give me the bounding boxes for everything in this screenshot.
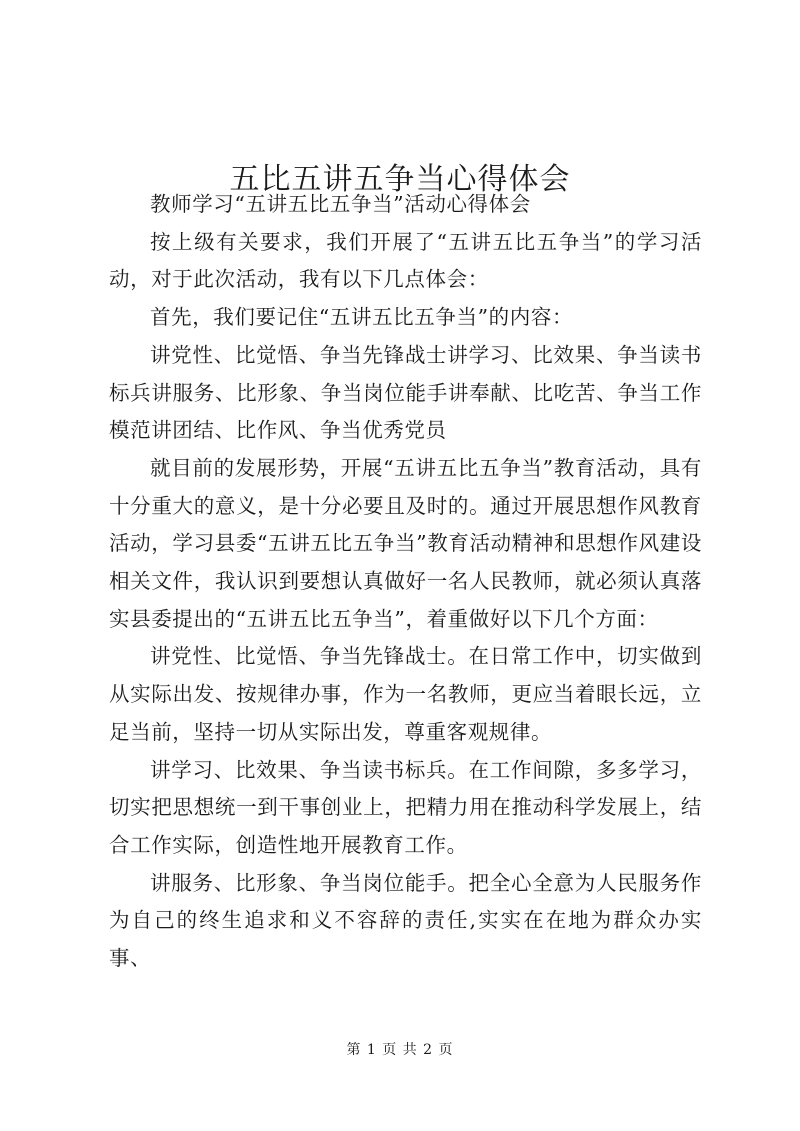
paragraph-first-point: 首先，我们要记住“五讲五比五争当”的内容： — [150, 305, 574, 330]
document-title: 五比五讲五争当心得体会 — [229, 162, 571, 198]
paragraph-service: 讲服务、比形象、争当岗位能手。把全心全意为人民服务作为自己的终生追求和义不容辞的责任,实实在在地为群众办实事、 — [109, 870, 702, 971]
paragraph-learning: 讲学习、比效果、争当读书标兵。在工作间隙，多多学习，切实把思想统一到干事创业上，把精力用在推动科学发展上，结合工作实际，创造性地开展教育工作。 — [109, 757, 702, 857]
paragraph-five-items: 讲党性、比觉悟、争当先锋战士讲学习、比效果、争当读书标兵讲服务、比形象、争当岗位能手讲奉献、比吃苦、争当工作模范讲团结、比作风、争当优秀党员 — [109, 342, 702, 443]
paragraph-party-spirit: 讲党性、比觉悟、争当先锋战士。在日常工作中，切实做到从实际出发、按规律办事，作为一名教师，更应当着眼长远，立足当前，坚持一切从实际出发，尊重客观规律。 — [109, 644, 702, 744]
paragraph-significance: 就目前的发展形势，开展“五讲五比五争当”教育活动，具有十分重大的意义，是十分必要且及时的。通过开展思想作风教育活动，学习县委“五讲五比五争当”教育活动精神和思想作风建设相关文件，我认识到要想认真做好一名人民教师，就必须认真落实县委提出的“五讲五比五争当”，着重做好以下几个方面： — [109, 455, 702, 631]
paragraph-subtitle: 教师学习“五讲五比五争当”活动心得体会 — [150, 192, 531, 216]
document-body — [109, 186, 702, 978]
page-number-footer: 第 1 页 共 2 页 — [346, 1042, 454, 1058]
paragraph-intro: 按上级有关要求，我们开展了“五讲五比五争当”的学习活动，对于此次活动，我有以下几点体会： — [109, 229, 702, 292]
